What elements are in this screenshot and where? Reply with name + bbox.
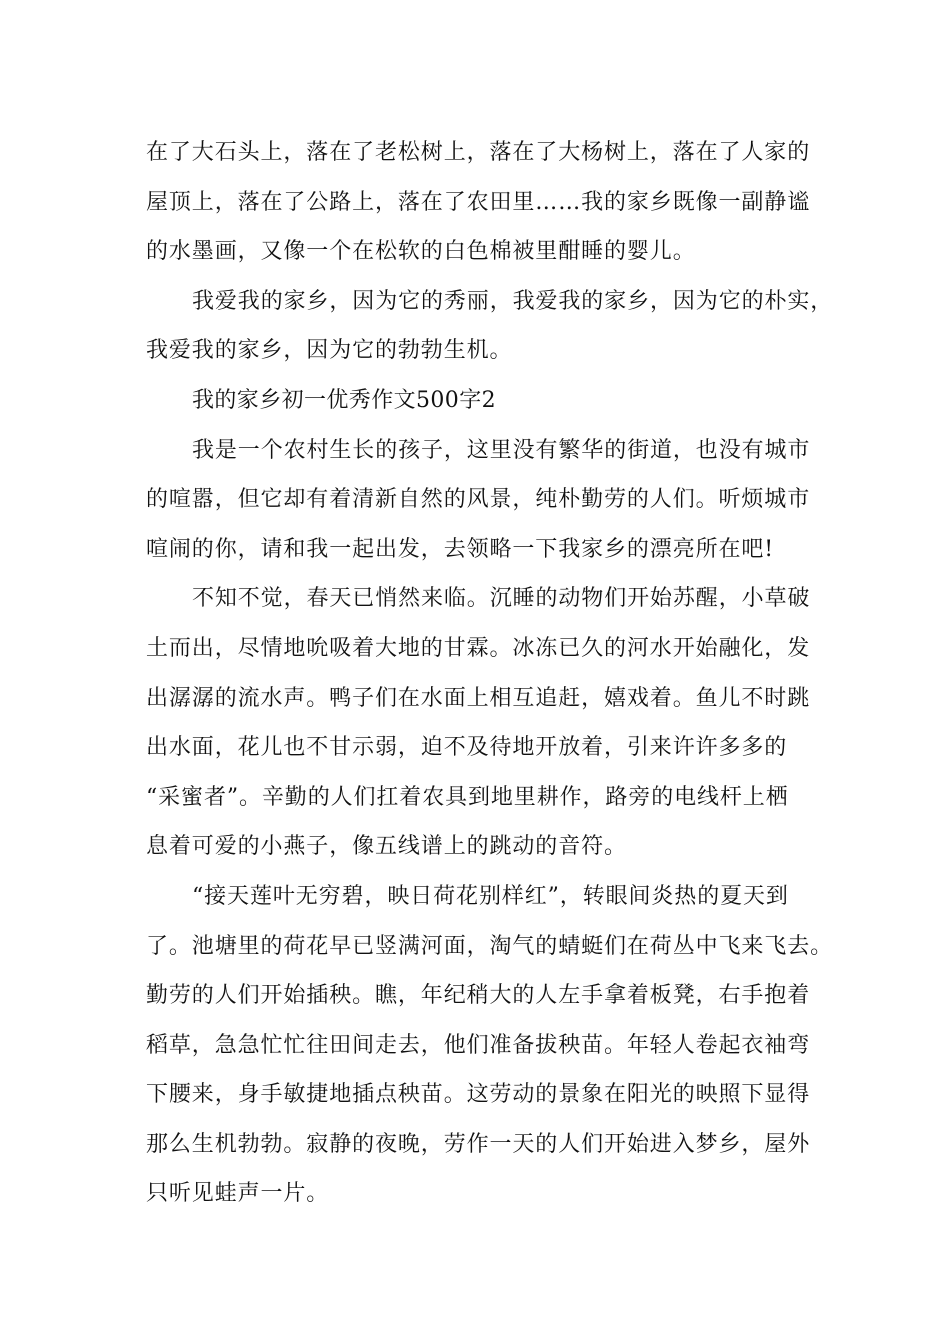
section-title-text: 我的家乡初一优秀作文500字2	[192, 387, 496, 413]
text-line: 不知不觉，春天已悄然来临。沉睡的动物们开始苏醒，小草破	[192, 586, 811, 612]
text-line: 我爱我的家乡，因为它的勃勃生机。	[146, 338, 513, 364]
text-line: 只听见蛙声一片。	[146, 1181, 330, 1207]
text-line: 的水墨画，又像一个在松软的白色棉被里酣睡的婴儿。	[146, 239, 696, 265]
section-title	[146, 376, 836, 426]
text-line: 土而出，尽情地吮吸着大地的甘霖。冰冻已久的河水开始融化，发	[146, 635, 811, 661]
paragraph-4	[146, 574, 836, 872]
essay-body	[146, 128, 836, 1219]
paragraph-2	[146, 277, 836, 376]
text-line: “采蜜者”。辛勤的人们扛着农具到地里耕作，路旁的电线杆上栖	[146, 784, 789, 810]
text-line: 下腰来，身手敏捷地插点秧苗。这劳动的景象在阳光的映照下显得	[146, 1082, 811, 1108]
text-line: 我爱我的家乡，因为它的秀丽，我爱我的家乡，因为它的朴实，	[192, 288, 834, 314]
text-line: 稻草，急急忙忙往田间走去，他们准备拔秧苗。年轻人卷起衣袖弯	[146, 1032, 811, 1058]
paragraph-5	[146, 872, 836, 1219]
paragraph-1	[146, 128, 836, 277]
text-line: 息着可爱的小燕子，像五线谱上的跳动的音符。	[146, 834, 627, 860]
text-line: 喧闹的你，请和我一起出发，去领略一下我家乡的漂亮所在吧!	[146, 536, 775, 562]
text-line: “接天莲叶无穷碧，映日荷花别样红”，转眼间炎热的夏天到	[192, 883, 789, 909]
text-line: 的喧嚣，但它却有着清新自然的风景，纯朴勤劳的人们。听烦城市	[146, 487, 811, 513]
paragraph-3	[146, 426, 836, 575]
text-line: 我是一个农村生长的孩子，这里没有繁华的街道，也没有城市	[192, 437, 811, 463]
text-line: 勤劳的人们开始插秧。瞧，年纪稍大的人左手拿着板凳，右手抱着	[146, 983, 811, 1009]
text-line: 屋顶上，落在了公路上，落在了农田里……我的家乡既像一副静谧	[146, 189, 811, 215]
text-line: 那么生机勃勃。寂静的夜晚，劳作一天的人们开始进入梦乡，屋外	[146, 1131, 811, 1157]
text-line: 在了大石头上，落在了老松树上，落在了大杨树上，落在了人家的	[146, 140, 811, 165]
text-line: 出水面，花儿也不甘示弱，迫不及待地开放着，引来许许多多的	[146, 735, 788, 761]
text-line: 了。池塘里的荷花早已竖满河面，淘气的蜻蜓们在荷丛中飞来飞去。	[146, 933, 834, 959]
text-line: 出潺潺的流水声。鸭子们在水面上相互追赶，嬉戏着。鱼儿不时跳	[146, 685, 811, 711]
